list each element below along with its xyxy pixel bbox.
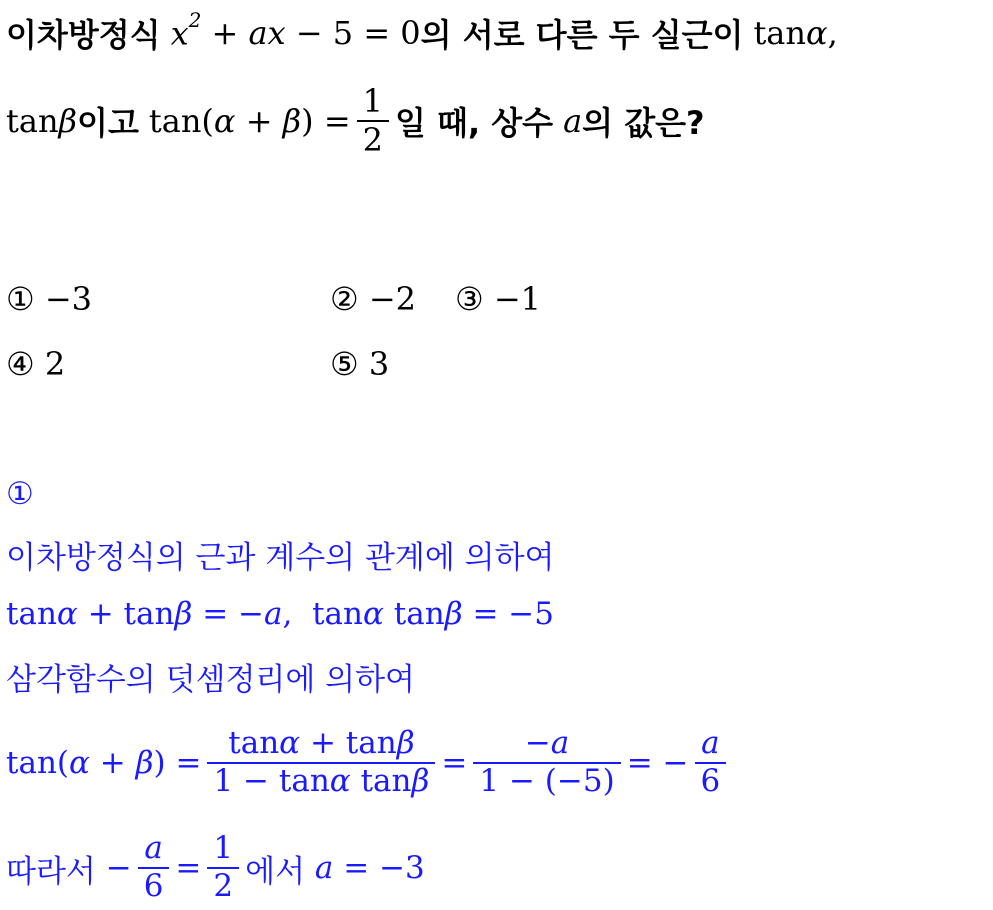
fraction-one-half: $\frac{1}{2}$ — [207, 831, 239, 904]
choice-value: 2 — [44, 345, 66, 383]
solution-step-1 — [6, 532, 555, 576]
solution-text: 따라서 — [6, 853, 96, 890]
choice-value: −3 — [44, 280, 93, 318]
fraction-tan-sum: $\frac{\tan\alpha + \tan\beta}{\text{1 − tanα tanβ}}$ — [207, 726, 435, 799]
choice-value: −2 — [368, 280, 417, 318]
math-expr: tanα + tanβ = −a, tanα tanβ = −5 — [6, 596, 554, 632]
question-line-2 — [6, 76, 705, 166]
choice-value: −1 — [493, 280, 542, 318]
math-expr: = − — [626, 745, 689, 781]
math-expr: a = −3 — [314, 850, 425, 886]
math-expr: ax — [248, 14, 286, 52]
choice-5[interactable] — [330, 345, 389, 383]
question-text: 의 값은? — [582, 104, 705, 142]
answer-marker-text: ① — [6, 476, 34, 512]
math-expr: + — [201, 14, 249, 52]
solution-step-2 — [6, 592, 554, 636]
choice-3[interactable] — [455, 280, 541, 318]
choice-value: 3 — [368, 345, 390, 383]
fraction-a-over-6: $\frac{a}{6}$ — [138, 831, 170, 904]
question-text: 의 서로 다른 두 실근이 — [420, 16, 744, 54]
answer-marker — [6, 474, 34, 514]
solution-step-4 — [6, 718, 732, 808]
math-expr: tan(α + β) = — [6, 745, 202, 781]
math-expr: a — [563, 102, 583, 140]
choice-marker: ③ — [455, 280, 484, 318]
math-expr: tan(α + β) = — [148, 102, 351, 140]
solution-step-3 — [6, 654, 415, 698]
choice-marker: ⑤ — [330, 345, 359, 383]
choice-marker: ② — [330, 280, 359, 318]
fraction-a-over-6: $\frac{a}{6}$ — [695, 726, 727, 799]
fraction-one-half: $\frac{1}{2}$ — [357, 83, 389, 159]
solution-text: 삼각함수의 덧셈정리에 의하여 — [6, 661, 416, 698]
choice-marker: ① — [6, 280, 35, 318]
question-text: 이차방정식 — [6, 16, 161, 54]
math-expr: = — [175, 850, 202, 886]
math-expr: − 5 = 0 — [285, 14, 421, 52]
question-line-1 — [6, 8, 838, 58]
solution-text: 이차방정식의 근과 계수의 관계에 의하여 — [6, 539, 555, 576]
math-expr: tanα, — [753, 14, 838, 52]
choice-1[interactable] — [6, 280, 92, 318]
solution-text: 에서 — [245, 853, 306, 890]
question-text: 이고 — [77, 104, 139, 142]
choice-marker: ④ — [6, 345, 35, 383]
math-expr: = — [441, 745, 468, 781]
math-expr: $x^2$ — [170, 7, 202, 53]
choice-2[interactable] — [330, 280, 416, 318]
question-text: 일 때, 상수 — [395, 104, 554, 142]
fraction-substituted: $\frac{-a}{1 - (-5)}$ — [473, 726, 620, 799]
solution-step-5 — [6, 826, 425, 910]
math-expr: − — [95, 850, 132, 886]
math-expr: tanβ — [6, 102, 78, 140]
choice-4[interactable] — [6, 345, 65, 383]
